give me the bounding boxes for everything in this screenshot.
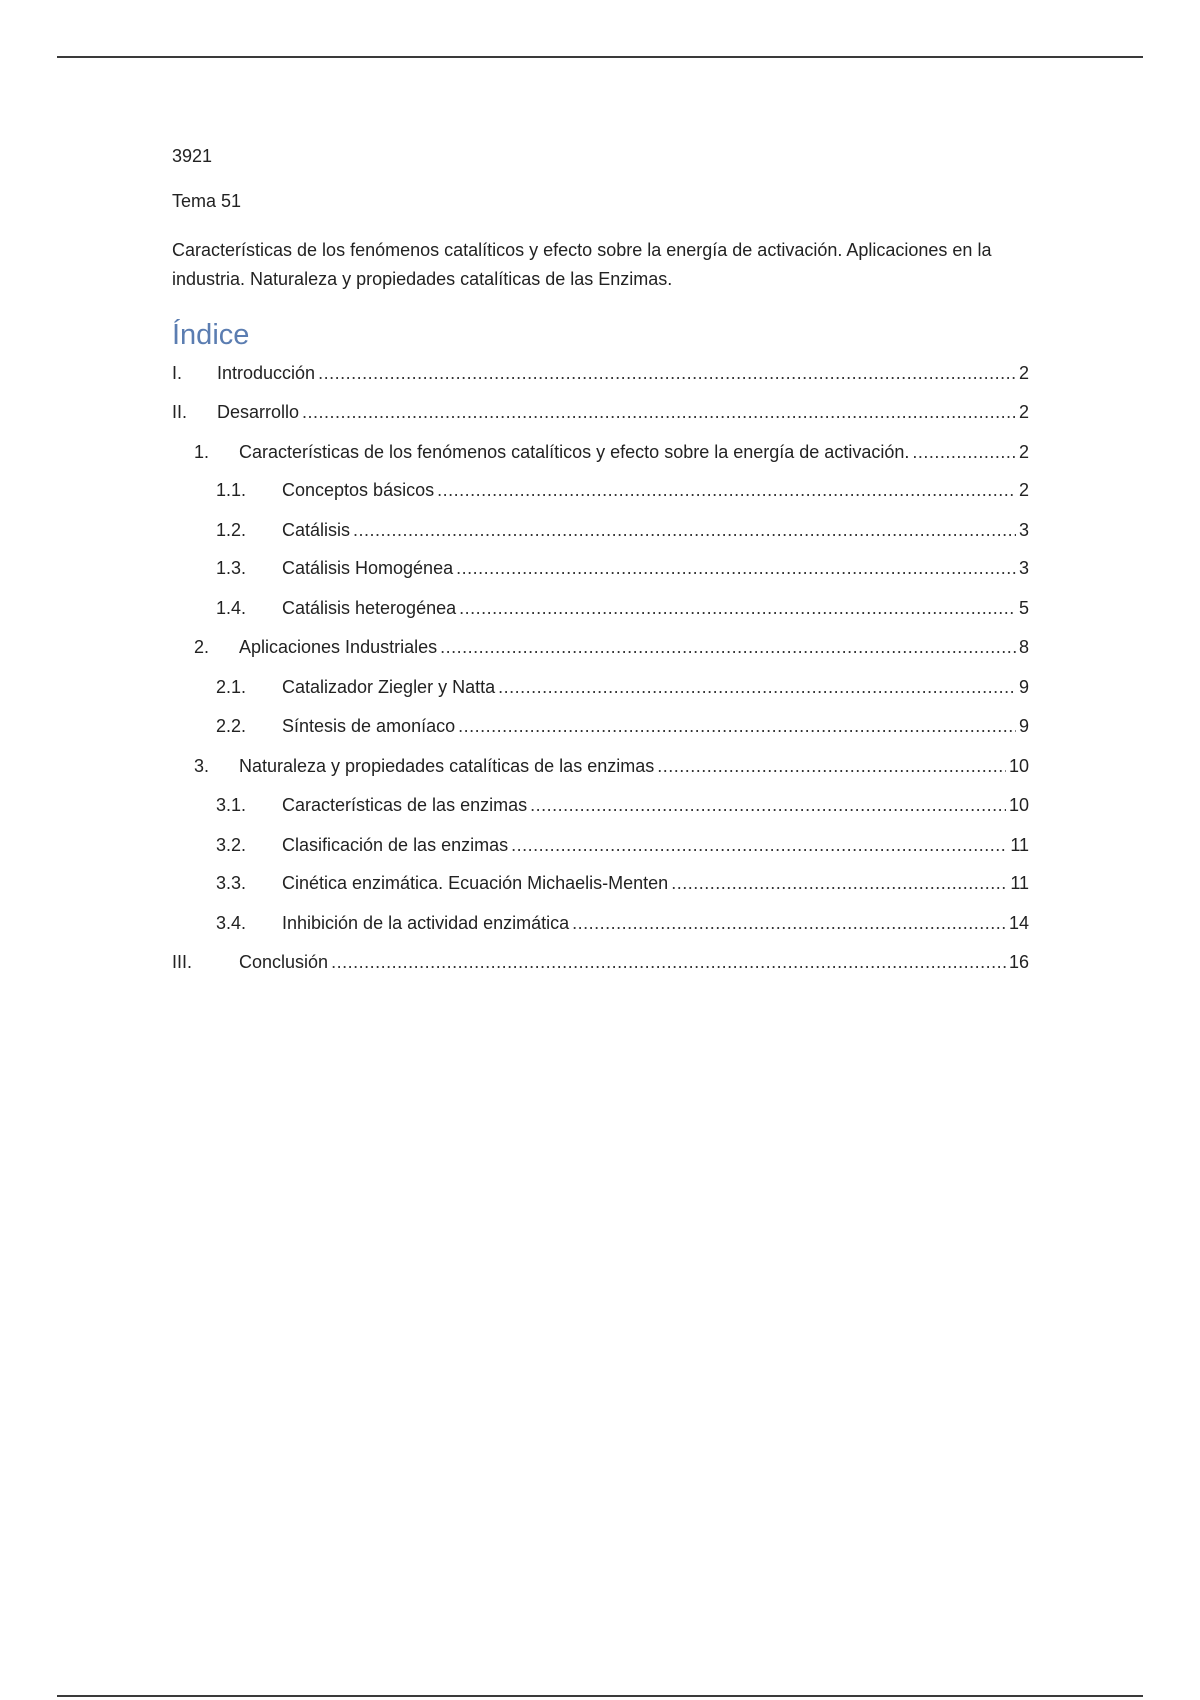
toc-entry[interactable] xyxy=(194,440,1029,464)
toc-leader-dots xyxy=(458,714,1016,738)
toc-entry-page: 3 xyxy=(1018,520,1029,540)
toc-entry-number: 1.2. xyxy=(216,520,247,540)
toc-entry-title: Catálisis xyxy=(282,520,351,540)
toc-entry[interactable] xyxy=(216,714,1029,738)
toc-entry[interactable] xyxy=(216,478,1029,502)
toc-entry-page: 14 xyxy=(1008,913,1029,933)
toc-entry-page: 9 xyxy=(1018,677,1029,697)
toc-entry-title: Síntesis de amoníaco xyxy=(282,716,456,736)
toc-entry-page: 8 xyxy=(1018,637,1029,657)
toc-leader-dots xyxy=(530,793,1006,817)
toc-entry-number: 3.3. xyxy=(216,873,247,893)
toc-entry-number: 1.1. xyxy=(216,480,247,500)
document-title: Características de los fenómenos catalíticos y efecto sobre la energía de activación. Aplicaciones en la industria. Naturaleza y propiedades catalíticas de las Enzimas. xyxy=(172,240,992,289)
toc-entry[interactable] xyxy=(216,911,1029,935)
toc-entry-title: Catalizador Ziegler y Natta xyxy=(282,677,496,697)
toc-entry-title: Desarrollo xyxy=(217,402,300,422)
toc-entry-title: Conclusión xyxy=(239,952,329,972)
toc-entry-title: Características de las enzimas xyxy=(282,795,528,815)
toc-entry-page: 2 xyxy=(1018,363,1029,383)
toc-entry-title: Catálisis Homogénea xyxy=(282,558,454,578)
toc-leader-dots xyxy=(331,950,1006,974)
toc-entry[interactable] xyxy=(216,518,1029,542)
toc-entry-page: 10 xyxy=(1008,795,1029,815)
toc-entry-number: 3.4. xyxy=(216,913,247,933)
toc-entry[interactable] xyxy=(216,871,1029,895)
toc-entry-title: Introducción xyxy=(217,363,316,383)
document-code: 3921 xyxy=(172,146,213,166)
toc-entry[interactable] xyxy=(216,556,1029,580)
header-rule xyxy=(57,56,1143,58)
toc-entry[interactable] xyxy=(194,754,1029,778)
toc-entry-page: 11 xyxy=(1010,873,1029,893)
toc-entry-page: 2 xyxy=(1018,480,1029,500)
toc-entry-number: 3.1. xyxy=(216,795,247,815)
toc-entry-number: 2.2. xyxy=(216,716,247,736)
toc-entry-page: 5 xyxy=(1018,598,1029,618)
toc-entry[interactable] xyxy=(172,400,1029,424)
toc-entry[interactable] xyxy=(216,596,1029,620)
toc-entry-title: Características de los fenómenos catalíticos y efecto sobre la energía de activación. xyxy=(239,442,910,462)
toc-entry[interactable] xyxy=(172,950,1029,974)
toc-entry-title: Cinética enzimática. Ecuación Michaelis-Menten xyxy=(282,873,669,893)
toc-leader-dots xyxy=(572,911,1006,935)
toc-entry-page: 9 xyxy=(1018,716,1029,736)
toc-entry[interactable] xyxy=(216,675,1029,699)
toc-leader-dots xyxy=(671,871,1007,895)
toc-entry-title: Conceptos básicos xyxy=(282,480,435,500)
toc-leader-dots xyxy=(511,833,1007,857)
toc-entry[interactable] xyxy=(172,361,1029,385)
toc-entry-page: 2 xyxy=(1018,442,1029,462)
toc-entry[interactable] xyxy=(216,793,1029,817)
toc-entry-number: I. xyxy=(172,363,183,383)
toc-leader-dots xyxy=(459,596,1016,620)
toc-entry-number: II. xyxy=(172,402,188,422)
toc-entry-number: 3. xyxy=(194,756,210,776)
toc-entry[interactable] xyxy=(194,635,1029,659)
toc-heading: Índice xyxy=(172,319,250,351)
toc-entry-title: Aplicaciones Industriales xyxy=(239,637,438,657)
toc-leader-dots xyxy=(440,635,1016,659)
toc-entry-number: 3.2. xyxy=(216,835,247,855)
toc-leader-dots xyxy=(912,440,1016,464)
toc-entry-page: 11 xyxy=(1010,835,1029,855)
toc-entry-title: Catálisis heterogénea xyxy=(282,598,457,618)
toc-entry-page: 16 xyxy=(1008,952,1029,972)
toc-entry-page: 2 xyxy=(1018,402,1029,422)
toc-entry-title: Inhibición de la actividad enzimática xyxy=(282,913,570,933)
toc-leader-dots xyxy=(353,518,1016,542)
toc-leader-dots xyxy=(456,556,1016,580)
toc-entry-title: Clasificación de las enzimas xyxy=(282,835,509,855)
toc-leader-dots xyxy=(302,400,1016,424)
toc-leader-dots xyxy=(498,675,1016,699)
toc-entry-number: III. xyxy=(172,952,193,972)
toc-entry-number: 1.4. xyxy=(216,598,247,618)
toc-entry-title: Naturaleza y propiedades catalíticas de las enzimas xyxy=(239,756,655,776)
toc-entry-page: 3 xyxy=(1018,558,1029,578)
toc-leader-dots xyxy=(318,361,1016,385)
toc-leader-dots xyxy=(657,754,1006,778)
toc-entry-number: 1.3. xyxy=(216,558,247,578)
toc-entry-number: 2.1. xyxy=(216,677,247,697)
toc-entry-number: 2. xyxy=(194,637,210,657)
toc-entry-page: 10 xyxy=(1008,756,1029,776)
document-topic: Tema 51 xyxy=(172,191,242,211)
toc-entry[interactable] xyxy=(216,833,1029,857)
toc-leader-dots xyxy=(437,478,1016,502)
footer-rule xyxy=(57,1695,1143,1697)
toc-entry-number: 1. xyxy=(194,442,210,462)
